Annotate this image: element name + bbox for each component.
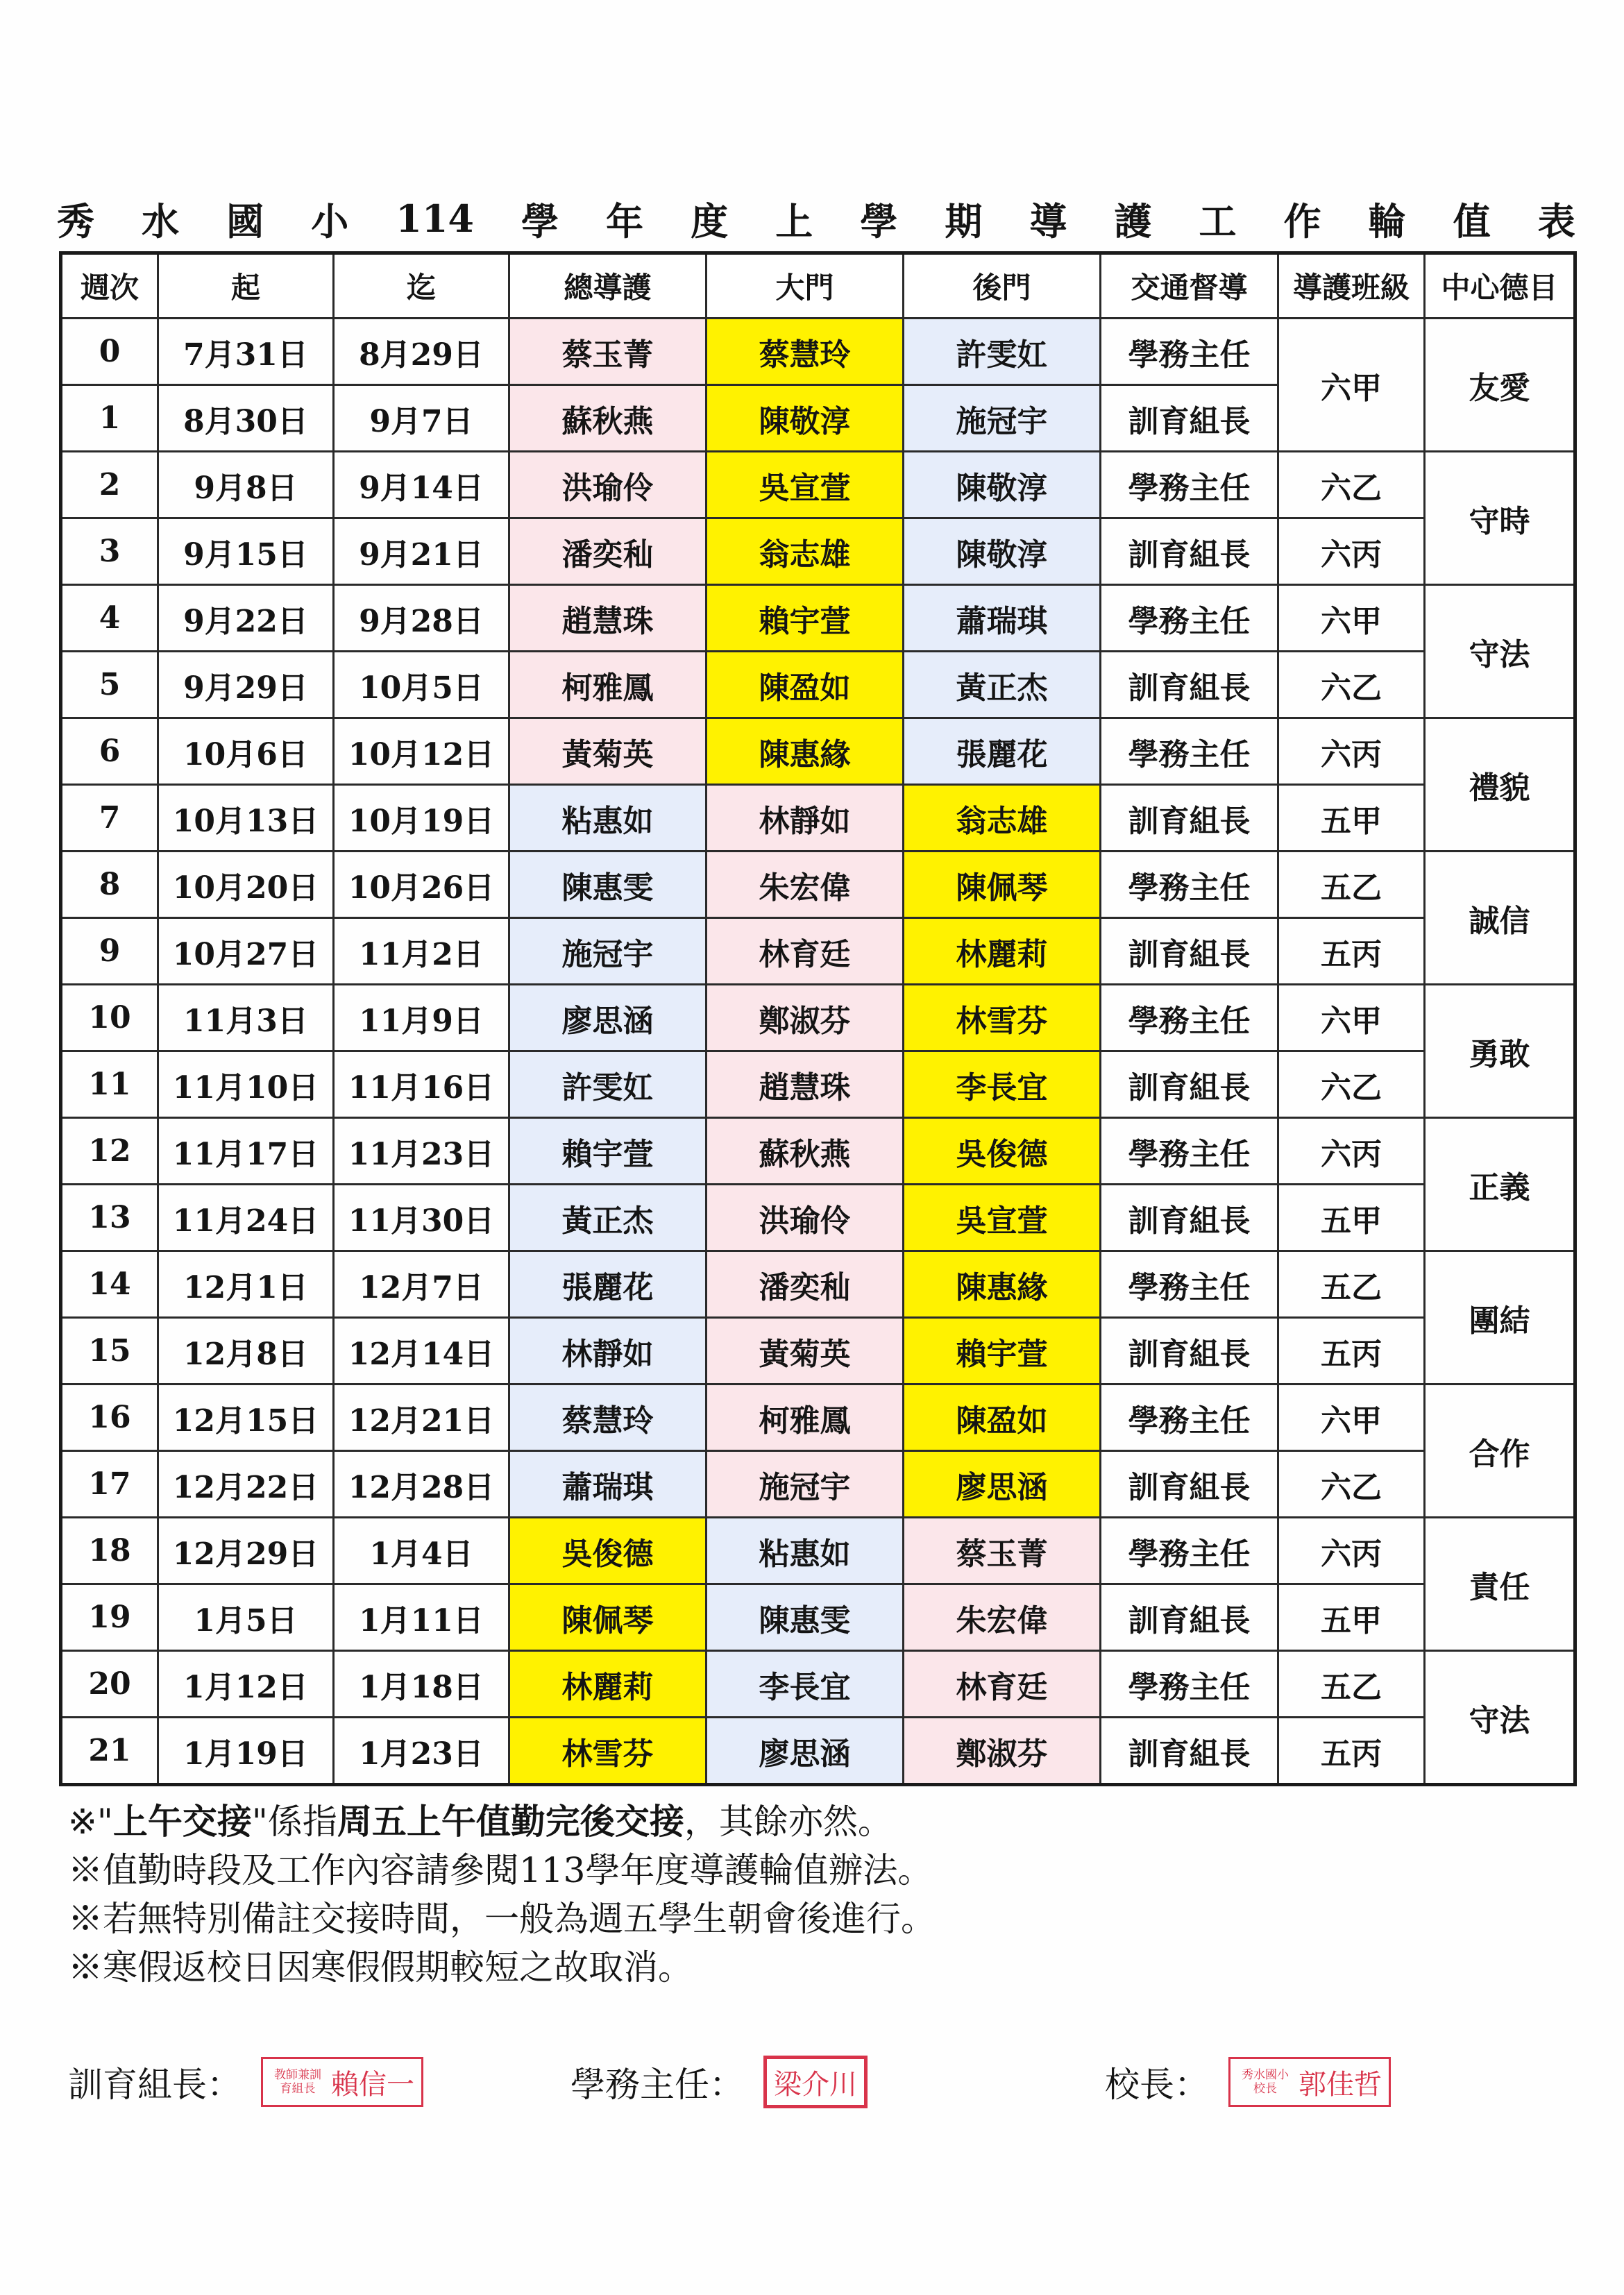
table-row bbox=[61, 985, 1575, 1051]
cell-week: 3 bbox=[61, 518, 158, 585]
cell-traffic: 訓育組長 bbox=[1101, 518, 1278, 585]
cell-traffic: 學務主任 bbox=[1101, 985, 1278, 1051]
cell-week: 8 bbox=[61, 852, 158, 918]
cell-chief: 吳俊德 bbox=[509, 1518, 707, 1584]
cell-class: 六甲 bbox=[1278, 1384, 1425, 1451]
cell-end-date: 12月28日 bbox=[334, 1451, 509, 1518]
cell-start-date: 9月22日 bbox=[158, 585, 334, 652]
cell-chief: 蔡玉菁 bbox=[509, 319, 707, 385]
cell-virtue: 勇敢 bbox=[1425, 985, 1575, 1118]
cell-traffic: 訓育組長 bbox=[1101, 652, 1278, 718]
title-char: 期 bbox=[945, 198, 983, 244]
cell-virtue: 責任 bbox=[1425, 1518, 1575, 1651]
cell-back-gate: 陳敬淳 bbox=[904, 452, 1101, 518]
cell-front-gate: 陳惠雯 bbox=[707, 1584, 904, 1651]
cell-class: 五乙 bbox=[1278, 1651, 1425, 1718]
cell-front-gate: 洪瑜伶 bbox=[707, 1185, 904, 1251]
cell-start-date: 10月13日 bbox=[158, 785, 334, 852]
cell-traffic: 學務主任 bbox=[1101, 319, 1278, 385]
cell-start-date: 12月22日 bbox=[158, 1451, 334, 1518]
cell-traffic: 學務主任 bbox=[1101, 1251, 1278, 1318]
cell-class: 五丙 bbox=[1278, 1718, 1425, 1785]
signature-label-director: 學務主任： bbox=[570, 2065, 744, 2105]
cell-class: 六乙 bbox=[1278, 652, 1425, 718]
cell-chief: 趙慧珠 bbox=[509, 585, 707, 652]
cell-front-gate: 陳惠緣 bbox=[707, 718, 904, 785]
cell-week: 13 bbox=[61, 1185, 158, 1251]
title-char: 上 bbox=[775, 198, 813, 244]
cell-week: 21 bbox=[61, 1718, 158, 1785]
title-char: 水 bbox=[142, 198, 180, 244]
cell-end-date: 9月21日 bbox=[334, 518, 509, 585]
cell-week: 5 bbox=[61, 652, 158, 718]
cell-class: 五甲 bbox=[1278, 1584, 1425, 1651]
cell-class: 六丙 bbox=[1278, 518, 1425, 585]
cell-back-gate: 陳敬淳 bbox=[904, 518, 1101, 585]
cell-traffic: 訓育組長 bbox=[1101, 785, 1278, 852]
cell-week: 18 bbox=[61, 1518, 158, 1584]
table-row bbox=[61, 652, 1575, 718]
cell-chief: 潘奕秈 bbox=[509, 518, 707, 585]
notes bbox=[68, 1797, 1525, 1992]
cell-back-gate: 林雪芬 bbox=[904, 985, 1101, 1051]
cell-back-gate: 施冠宇 bbox=[904, 385, 1101, 452]
note-4: ※寒假返校日因寒假假期較短之故取消。 bbox=[68, 1947, 693, 1988]
cell-traffic: 學務主任 bbox=[1101, 585, 1278, 652]
cell-class: 六丙 bbox=[1278, 1518, 1425, 1584]
title-char: 秀 bbox=[57, 198, 94, 244]
table-row bbox=[61, 319, 1575, 385]
cell-front-gate: 黃菊英 bbox=[707, 1318, 904, 1384]
cell-back-gate: 黃正杰 bbox=[904, 652, 1101, 718]
cell-back-gate: 張麗花 bbox=[904, 718, 1101, 785]
cell-chief: 黃菊英 bbox=[509, 718, 707, 785]
cell-back-gate: 鄭淑芬 bbox=[904, 1718, 1101, 1785]
title-char: 輪 bbox=[1368, 198, 1406, 244]
cell-back-gate: 蔡玉菁 bbox=[904, 1518, 1101, 1584]
cell-end-date: 12月14日 bbox=[334, 1318, 509, 1384]
cell-virtue: 禮貌 bbox=[1425, 718, 1575, 852]
cell-back-gate: 陳盈如 bbox=[904, 1384, 1101, 1451]
cell-start-date: 10月20日 bbox=[158, 852, 334, 918]
cell-end-date: 11月16日 bbox=[334, 1051, 509, 1118]
cell-chief: 陳佩琴 bbox=[509, 1584, 707, 1651]
cell-end-date: 1月18日 bbox=[334, 1651, 509, 1718]
cell-traffic: 學務主任 bbox=[1101, 452, 1278, 518]
cell-chief: 柯雅鳳 bbox=[509, 652, 707, 718]
cell-traffic: 訓育組長 bbox=[1101, 1718, 1278, 1785]
title-char: 工 bbox=[1199, 198, 1237, 244]
cell-start-date: 1月5日 bbox=[158, 1584, 334, 1651]
cell-start-date: 11月24日 bbox=[158, 1185, 334, 1251]
signature-label-principal: 校長： bbox=[1105, 2065, 1209, 2105]
cell-class: 六丙 bbox=[1278, 1118, 1425, 1185]
title-char: 學 bbox=[860, 198, 898, 244]
table-row bbox=[61, 1651, 1575, 1718]
cell-front-gate: 翁志雄 bbox=[707, 518, 904, 585]
cell-end-date: 11月30日 bbox=[334, 1185, 509, 1251]
cell-week: 0 bbox=[61, 319, 158, 385]
cell-back-gate: 翁志雄 bbox=[904, 785, 1101, 852]
cell-week: 11 bbox=[61, 1051, 158, 1118]
cell-front-gate: 廖思涵 bbox=[707, 1718, 904, 1785]
table-row bbox=[61, 452, 1575, 518]
cell-chief: 陳惠雯 bbox=[509, 852, 707, 918]
cell-start-date: 10月27日 bbox=[158, 918, 334, 985]
cell-front-gate: 陳盈如 bbox=[707, 652, 904, 718]
cell-back-gate: 蕭瑞琪 bbox=[904, 585, 1101, 652]
cell-front-gate: 潘奕秈 bbox=[707, 1251, 904, 1318]
cell-traffic: 學務主任 bbox=[1101, 1384, 1278, 1451]
cell-virtue: 誠信 bbox=[1425, 852, 1575, 985]
cell-chief: 林麗莉 bbox=[509, 1651, 707, 1718]
table-row bbox=[61, 1518, 1575, 1584]
cell-traffic: 學務主任 bbox=[1101, 852, 1278, 918]
cell-front-gate: 蘇秋燕 bbox=[707, 1118, 904, 1185]
cell-class: 六乙 bbox=[1278, 1451, 1425, 1518]
header-traffic: 交通督導 bbox=[1101, 253, 1278, 319]
cell-class: 五乙 bbox=[1278, 1251, 1425, 1318]
cell-class: 五甲 bbox=[1278, 785, 1425, 852]
cell-back-gate: 吳宣萱 bbox=[904, 1185, 1101, 1251]
cell-back-gate: 林育廷 bbox=[904, 1651, 1101, 1718]
cell-traffic: 學務主任 bbox=[1101, 1651, 1278, 1718]
cell-front-gate: 賴宇萱 bbox=[707, 585, 904, 652]
cell-start-date: 9月15日 bbox=[158, 518, 334, 585]
cell-end-date: 1月4日 bbox=[334, 1518, 509, 1584]
table-row bbox=[61, 852, 1575, 918]
cell-start-date: 12月15日 bbox=[158, 1384, 334, 1451]
cell-week: 2 bbox=[61, 452, 158, 518]
cell-traffic: 訓育組長 bbox=[1101, 1051, 1278, 1118]
cell-chief: 蕭瑞琪 bbox=[509, 1451, 707, 1518]
cell-start-date: 11月3日 bbox=[158, 985, 334, 1051]
cell-week: 17 bbox=[61, 1451, 158, 1518]
cell-week: 15 bbox=[61, 1318, 158, 1384]
cell-end-date: 1月23日 bbox=[334, 1718, 509, 1785]
cell-back-gate: 陳佩琴 bbox=[904, 852, 1101, 918]
cell-back-gate: 朱宏偉 bbox=[904, 1584, 1101, 1651]
cell-chief: 林雪芬 bbox=[509, 1718, 707, 1785]
cell-start-date: 10月6日 bbox=[158, 718, 334, 785]
cell-end-date: 10月19日 bbox=[334, 785, 509, 852]
cell-chief: 洪瑜伶 bbox=[509, 452, 707, 518]
cell-week: 16 bbox=[61, 1384, 158, 1451]
title-char: 值 bbox=[1453, 198, 1491, 244]
cell-front-gate: 粘惠如 bbox=[707, 1518, 904, 1584]
cell-traffic: 學務主任 bbox=[1101, 718, 1278, 785]
cell-week: 19 bbox=[61, 1584, 158, 1651]
table-row bbox=[61, 718, 1575, 785]
table-row bbox=[61, 1718, 1575, 1785]
page-title bbox=[57, 187, 1575, 250]
cell-end-date: 8月29日 bbox=[334, 319, 509, 385]
cell-front-gate: 柯雅鳳 bbox=[707, 1384, 904, 1451]
cell-class: 五甲 bbox=[1278, 1185, 1425, 1251]
cell-front-gate: 朱宏偉 bbox=[707, 852, 904, 918]
cell-chief: 賴宇萱 bbox=[509, 1118, 707, 1185]
table-row bbox=[61, 1384, 1575, 1451]
cell-class: 五丙 bbox=[1278, 918, 1425, 985]
cell-chief: 黃正杰 bbox=[509, 1185, 707, 1251]
table-row bbox=[61, 1584, 1575, 1651]
header-week: 週次 bbox=[61, 253, 158, 319]
header-front-gate: 大門 bbox=[707, 253, 904, 319]
header-virtue: 中心德目 bbox=[1425, 253, 1575, 319]
table-row bbox=[61, 1251, 1575, 1318]
cell-week: 10 bbox=[61, 985, 158, 1051]
cell-end-date: 9月7日 bbox=[334, 385, 509, 452]
cell-class: 六甲 bbox=[1278, 319, 1425, 452]
table-row bbox=[61, 785, 1575, 852]
cell-traffic: 學務主任 bbox=[1101, 1518, 1278, 1584]
table-row bbox=[61, 1118, 1575, 1185]
cell-traffic: 訓育組長 bbox=[1101, 1185, 1278, 1251]
cell-traffic: 訓育組長 bbox=[1101, 1584, 1278, 1651]
title-char: 年 bbox=[606, 198, 644, 244]
header-chief: 總導護 bbox=[509, 253, 707, 319]
cell-back-gate: 賴宇萱 bbox=[904, 1318, 1101, 1384]
cell-front-gate: 施冠宇 bbox=[707, 1451, 904, 1518]
title-char: 小 bbox=[311, 198, 349, 244]
cell-class: 六丙 bbox=[1278, 718, 1425, 785]
cell-front-gate: 李長宜 bbox=[707, 1651, 904, 1718]
table-row bbox=[61, 1318, 1575, 1384]
cell-virtue: 團結 bbox=[1425, 1251, 1575, 1384]
cell-end-date: 10月5日 bbox=[334, 652, 509, 718]
cell-end-date: 10月12日 bbox=[334, 718, 509, 785]
cell-start-date: 12月29日 bbox=[158, 1518, 334, 1584]
cell-front-gate: 鄭淑芬 bbox=[707, 985, 904, 1051]
signature-section-chief bbox=[68, 2054, 423, 2110]
stamp-principal: 秀水國小校長 郭佳哲 bbox=[1228, 2057, 1391, 2107]
cell-start-date: 11月17日 bbox=[158, 1118, 334, 1185]
cell-end-date: 12月7日 bbox=[334, 1251, 509, 1318]
cell-virtue: 守法 bbox=[1425, 1651, 1575, 1785]
cell-end-date: 1月11日 bbox=[334, 1584, 509, 1651]
cell-week: 9 bbox=[61, 918, 158, 985]
cell-end-date: 12月21日 bbox=[334, 1384, 509, 1451]
cell-class: 五乙 bbox=[1278, 852, 1425, 918]
cell-virtue: 守時 bbox=[1425, 452, 1575, 585]
cell-chief: 蘇秋燕 bbox=[509, 385, 707, 452]
cell-back-gate: 林麗莉 bbox=[904, 918, 1101, 985]
cell-start-date: 11月10日 bbox=[158, 1051, 334, 1118]
cell-traffic: 訓育組長 bbox=[1101, 385, 1278, 452]
cell-chief: 廖思涵 bbox=[509, 985, 707, 1051]
table-row bbox=[61, 1451, 1575, 1518]
cell-end-date: 11月9日 bbox=[334, 985, 509, 1051]
table-row bbox=[61, 1185, 1575, 1251]
table-header-row bbox=[61, 253, 1575, 319]
signature-section-director bbox=[570, 2054, 868, 2110]
cell-traffic: 訓育組長 bbox=[1101, 1318, 1278, 1384]
cell-week: 4 bbox=[61, 585, 158, 652]
cell-week: 1 bbox=[61, 385, 158, 452]
cell-back-gate: 陳惠緣 bbox=[904, 1251, 1101, 1318]
title-char: 國 bbox=[226, 198, 264, 244]
cell-end-date: 10月26日 bbox=[334, 852, 509, 918]
table-row bbox=[61, 585, 1575, 652]
cell-chief: 林靜如 bbox=[509, 1318, 707, 1384]
title-char: 作 bbox=[1283, 198, 1321, 244]
cell-class: 六乙 bbox=[1278, 1051, 1425, 1118]
cell-start-date: 9月8日 bbox=[158, 452, 334, 518]
header-back-gate: 後門 bbox=[904, 253, 1101, 319]
cell-week: 20 bbox=[61, 1651, 158, 1718]
header-class: 導護班級 bbox=[1278, 253, 1425, 319]
duty-roster-table bbox=[59, 251, 1577, 1786]
cell-back-gate: 李長宜 bbox=[904, 1051, 1101, 1118]
cell-start-date: 12月1日 bbox=[158, 1251, 334, 1318]
signature-label-chief: 訓育組長： bbox=[68, 2065, 242, 2105]
title-char: 114 bbox=[396, 196, 474, 241]
cell-virtue: 正義 bbox=[1425, 1118, 1575, 1251]
cell-week: 7 bbox=[61, 785, 158, 852]
cell-end-date: 11月23日 bbox=[334, 1118, 509, 1185]
cell-virtue: 友愛 bbox=[1425, 319, 1575, 452]
cell-chief: 張麗花 bbox=[509, 1251, 707, 1318]
table-row bbox=[61, 918, 1575, 985]
cell-week: 12 bbox=[61, 1118, 158, 1185]
cell-start-date: 8月30日 bbox=[158, 385, 334, 452]
cell-week: 6 bbox=[61, 718, 158, 785]
cell-front-gate: 林靜如 bbox=[707, 785, 904, 852]
cell-front-gate: 陳敬淳 bbox=[707, 385, 904, 452]
title-char: 學 bbox=[521, 198, 559, 244]
title-char: 度 bbox=[691, 198, 729, 244]
cell-back-gate: 廖思涵 bbox=[904, 1451, 1101, 1518]
cell-start-date: 12月8日 bbox=[158, 1318, 334, 1384]
cell-end-date: 11月2日 bbox=[334, 918, 509, 985]
cell-back-gate: 許雯妅 bbox=[904, 319, 1101, 385]
cell-class: 六甲 bbox=[1278, 985, 1425, 1051]
cell-chief: 粘惠如 bbox=[509, 785, 707, 852]
cell-chief: 施冠宇 bbox=[509, 918, 707, 985]
note-1: ※"上午交接"係指周五上午值勤完後交接，其餘亦然。 bbox=[68, 1801, 893, 1842]
table-row bbox=[61, 518, 1575, 585]
cell-back-gate: 吳俊德 bbox=[904, 1118, 1101, 1185]
cell-start-date: 1月19日 bbox=[158, 1718, 334, 1785]
title-char: 表 bbox=[1537, 198, 1575, 244]
cell-chief: 許雯妅 bbox=[509, 1051, 707, 1118]
header-end: 迄 bbox=[334, 253, 509, 319]
table-row bbox=[61, 1051, 1575, 1118]
cell-traffic: 訓育組長 bbox=[1101, 1451, 1278, 1518]
cell-front-gate: 林育廷 bbox=[707, 918, 904, 985]
cell-end-date: 9月14日 bbox=[334, 452, 509, 518]
title-char: 導 bbox=[1029, 198, 1067, 244]
cell-class: 五丙 bbox=[1278, 1318, 1425, 1384]
cell-traffic: 訓育組長 bbox=[1101, 918, 1278, 985]
cell-class: 六乙 bbox=[1278, 452, 1425, 518]
cell-end-date: 9月28日 bbox=[334, 585, 509, 652]
cell-start-date: 9月29日 bbox=[158, 652, 334, 718]
cell-chief: 蔡慧玲 bbox=[509, 1384, 707, 1451]
title-char: 護 bbox=[1114, 198, 1152, 244]
signature-section-principal bbox=[1105, 2054, 1391, 2110]
cell-virtue: 守法 bbox=[1425, 585, 1575, 718]
stamp-director: 梁介川 bbox=[763, 2056, 868, 2108]
cell-front-gate: 蔡慧玲 bbox=[707, 319, 904, 385]
note-3: ※若無特別備註交接時間，一般為週五學生朝會後進行。 bbox=[68, 1899, 936, 1939]
cell-virtue: 合作 bbox=[1425, 1384, 1575, 1518]
cell-front-gate: 趙慧珠 bbox=[707, 1051, 904, 1118]
cell-traffic: 學務主任 bbox=[1101, 1118, 1278, 1185]
cell-start-date: 1月12日 bbox=[158, 1651, 334, 1718]
note-2: ※值勤時段及工作內容請參閱113學年度導護輪值辦法。 bbox=[68, 1850, 933, 1890]
stamp-chief: 教師兼訓育組長 賴信一 bbox=[261, 2057, 423, 2107]
header-start: 起 bbox=[158, 253, 334, 319]
cell-class: 六甲 bbox=[1278, 585, 1425, 652]
cell-week: 14 bbox=[61, 1251, 158, 1318]
cell-front-gate: 吳宣萱 bbox=[707, 452, 904, 518]
cell-start-date: 7月31日 bbox=[158, 319, 334, 385]
